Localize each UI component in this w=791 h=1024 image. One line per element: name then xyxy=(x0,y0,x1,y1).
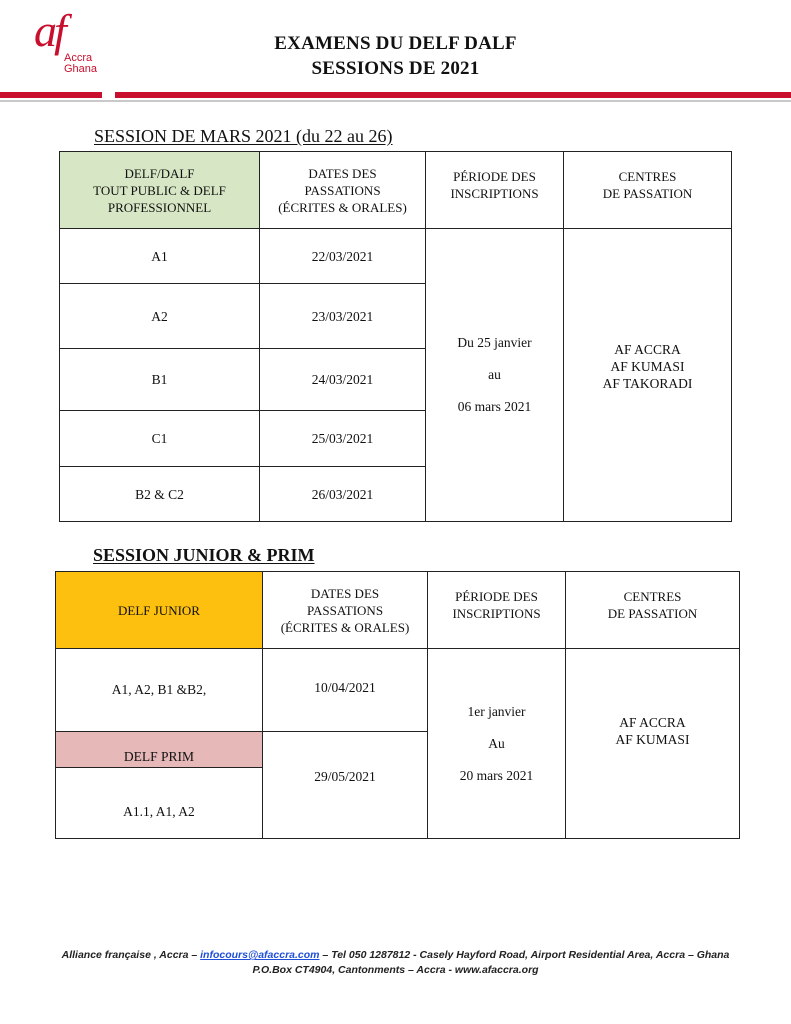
footer-email-link[interactable]: infocours@afaccra.com xyxy=(200,949,320,961)
header-delf-junior: DELF JUNIOR xyxy=(55,571,263,649)
date-cell: 26/03/2021 xyxy=(259,466,426,522)
footer-postal-line: P.O.Box CT4904, Cantonments – Accra - www.afaccra.org xyxy=(252,964,539,976)
page-subtitle: SESSIONS DE 2021 xyxy=(311,58,480,79)
session-mars-heading: SESSION DE MARS 2021 (du 22 au 26) xyxy=(94,126,393,146)
header-dates: DATES DES PASSATIONS (ÉCRITES & ORALES) xyxy=(262,571,428,649)
header-exam-centres: CENTRES DE PASSATION xyxy=(563,151,732,229)
date-cell: 23/03/2021 xyxy=(259,283,426,349)
registration-period-cell: 1er janvier Au 20 mars 2021 xyxy=(427,648,566,839)
level-cell: B1 xyxy=(59,348,260,411)
exam-centres-cell: AF ACCRA AF KUMASI xyxy=(565,648,740,839)
date-cell: 22/03/2021 xyxy=(259,228,426,284)
date-cell: 25/03/2021 xyxy=(259,410,426,467)
registration-period-cell: Du 25 janvier au 06 mars 2021 xyxy=(425,228,564,522)
footer-org: Alliance française , Accra – xyxy=(61,949,201,961)
date-cell: 24/03/2021 xyxy=(259,348,426,411)
footer-address-line xyxy=(0,948,791,962)
level-cell: B2 & C2 xyxy=(59,466,260,522)
header-registration-period: PÉRIODE DES INSCRIPTIONS xyxy=(425,151,564,229)
level-cell: A2 xyxy=(59,283,260,349)
red-rule-left xyxy=(0,92,102,98)
exam-centres-cell: AF ACCRA AF KUMASI AF TAKORADI xyxy=(563,228,732,522)
delf-prim-label: DELF PRIM xyxy=(55,731,263,768)
header-registration-period: PÉRIODE DES INSCRIPTIONS xyxy=(427,571,566,649)
logo-mark: af xyxy=(34,5,64,56)
logo-country: Ghana xyxy=(64,63,98,75)
footer-contact: – Tel 050 1287812 - Casely Hayford Road, Airport Residential Area, Accra – Ghana xyxy=(319,949,730,961)
red-rule-right xyxy=(115,92,791,98)
logo-city: Accra xyxy=(64,52,93,64)
prim-levels-cell: A1.1, A1, A2 xyxy=(55,767,263,839)
prim-date-cell: 29/05/2021 xyxy=(262,731,428,839)
header-exam-type: DELF/DALF TOUT PUBLIC & DELF PROFESSIONNEL xyxy=(59,151,260,229)
header-dates: DATES DES PASSATIONS (ÉCRITES & ORALES) xyxy=(259,151,426,229)
level-cell: A1 xyxy=(59,228,260,284)
gray-rule xyxy=(0,100,791,102)
page-title: EXAMENS DU DELF DALF xyxy=(274,33,517,54)
header-exam-centres: CENTRES DE PASSATION xyxy=(565,571,740,649)
junior-date-cell: 10/04/2021 xyxy=(262,648,428,732)
session-junior-heading: SESSION JUNIOR & PRIM xyxy=(93,545,315,565)
junior-levels-cell: A1, A2, B1 &B2, xyxy=(55,648,263,732)
level-cell: C1 xyxy=(59,410,260,467)
